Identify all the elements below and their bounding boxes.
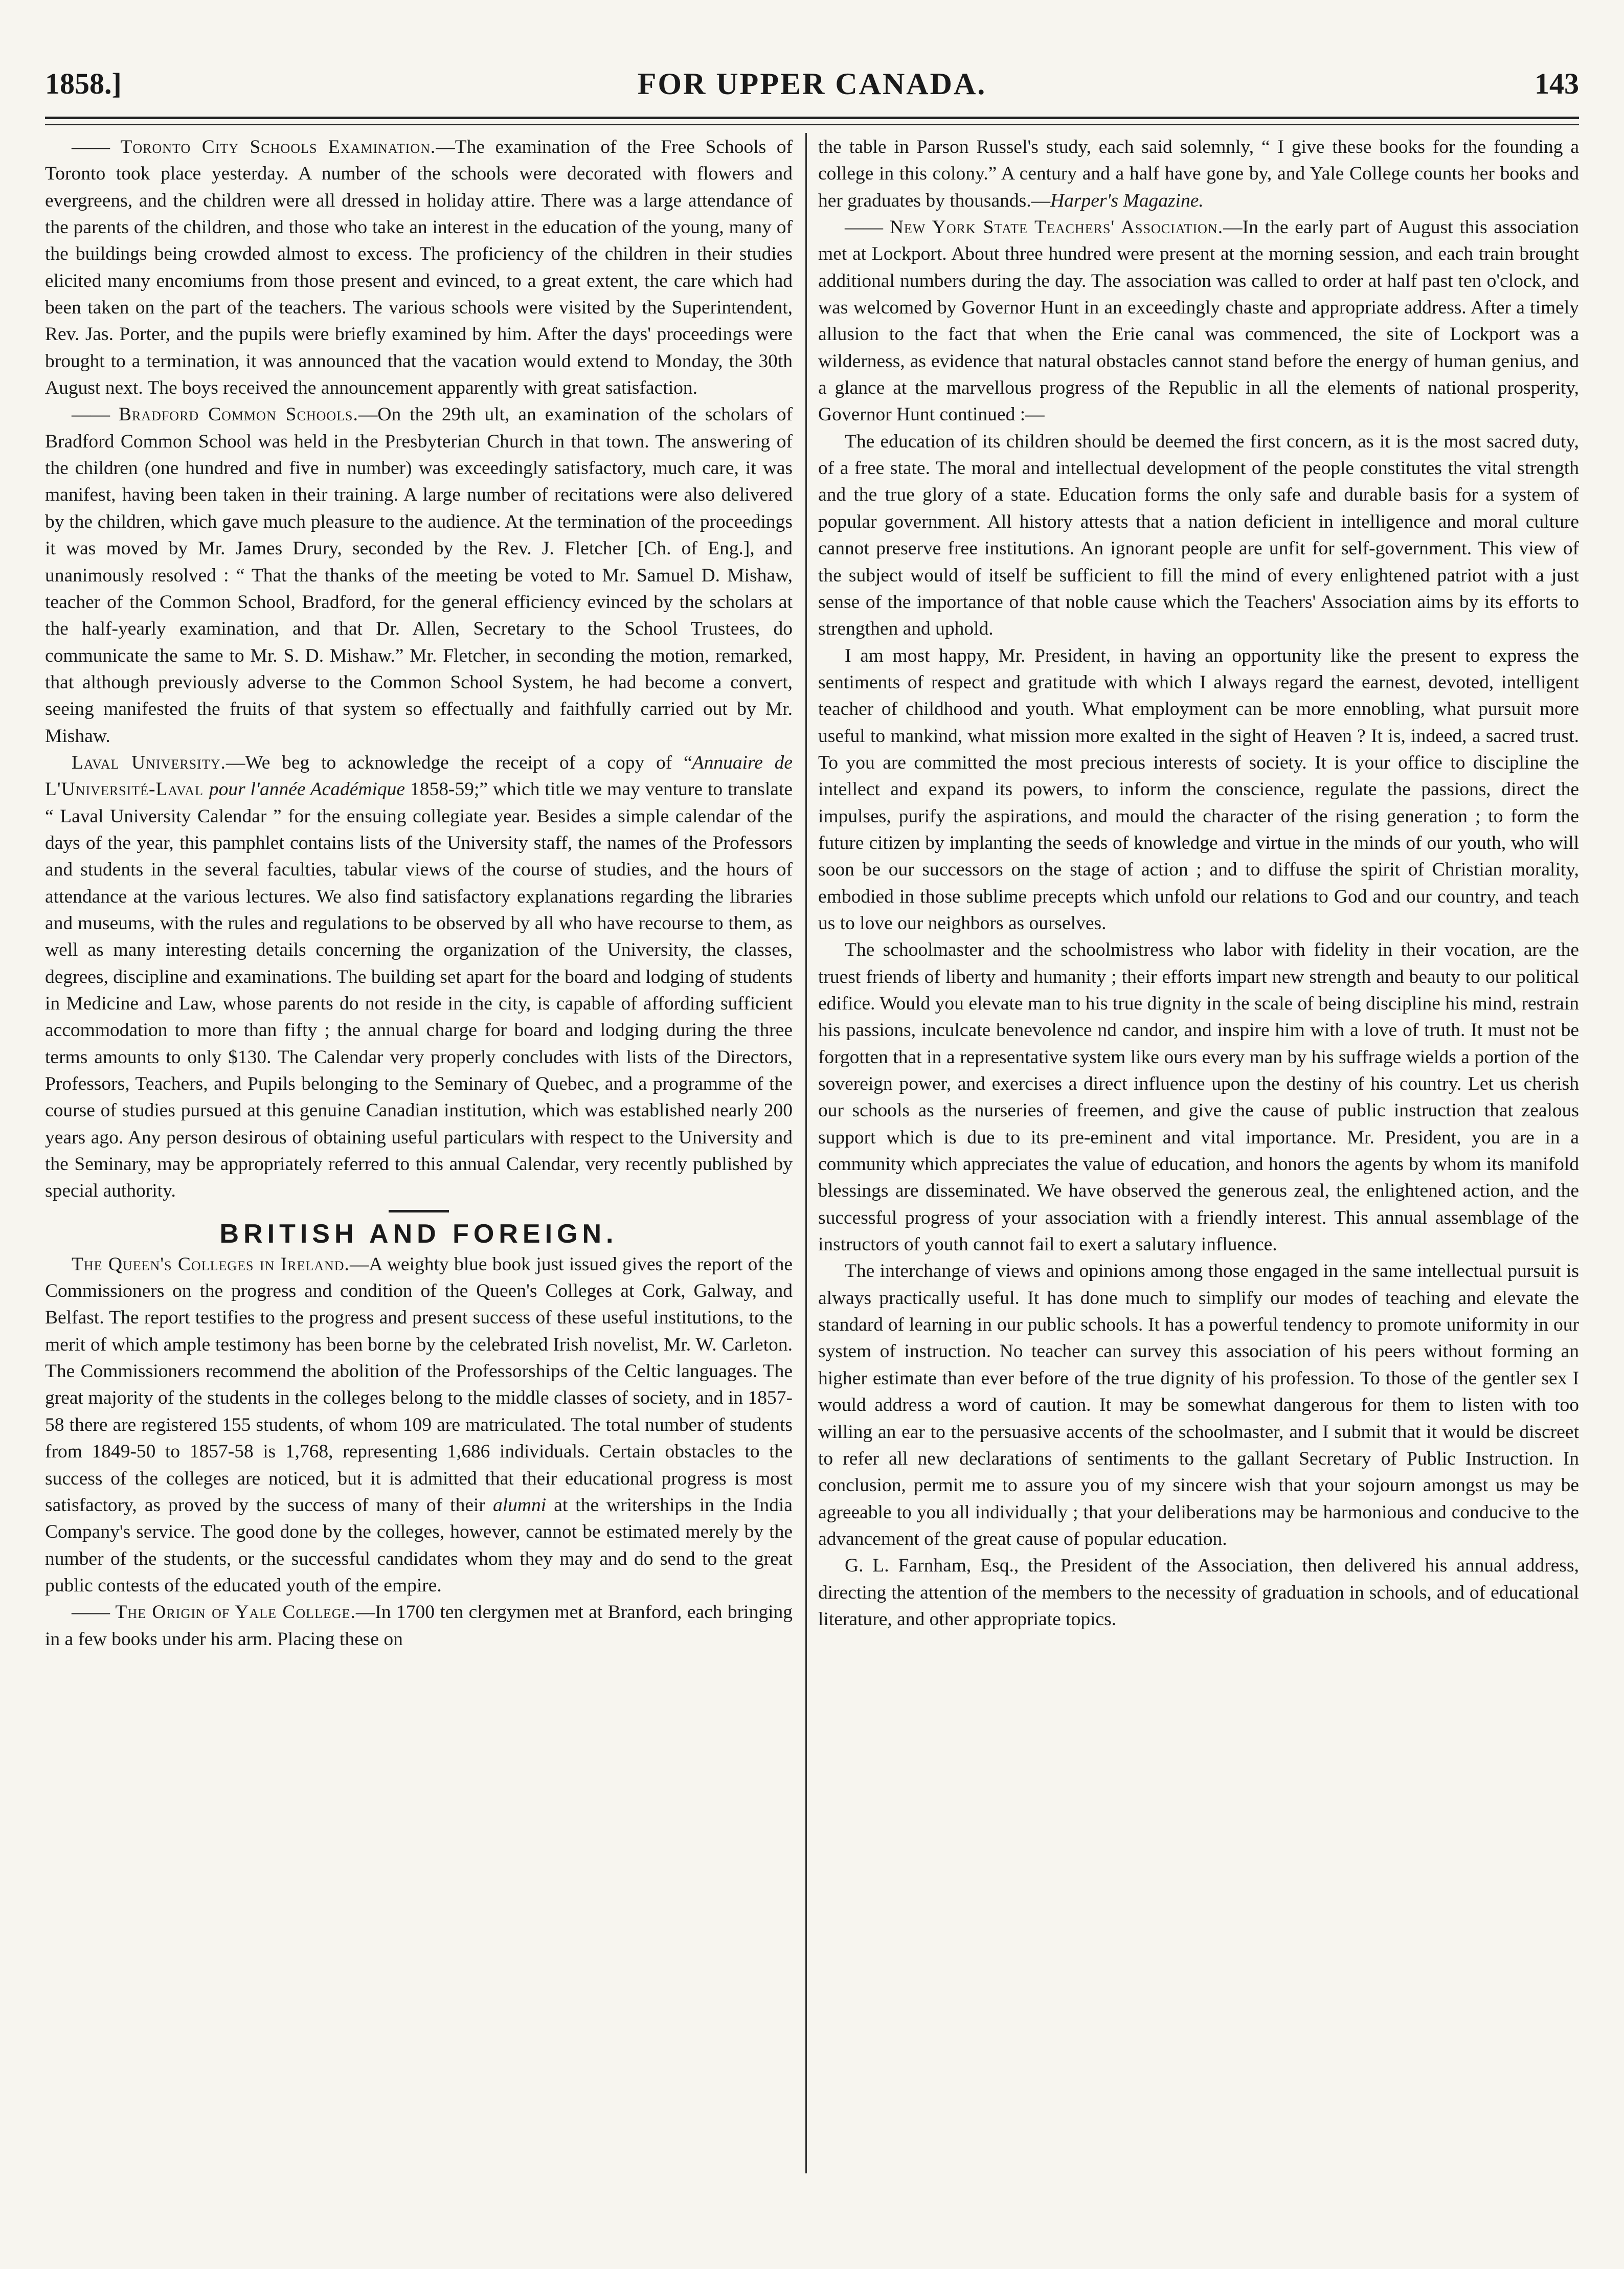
article-body: —In the early part of August this association met at Lockport. About three hundred were present at the morning session, and each train brought additional numbers during the day. The association was called to order at half past ten o'clock, and was welcomed by Governor Hunt in an exceedingly chaste and appropriate address. After a timely allusion to the fact that when the Erie canal was commenced, the site of Lockport was a wilderness, as evidence that natural obstacles cannot stand before the energy of human genius, and a glance at the marvellous progress of the Republic in all the elements of national prosperity, Governor Hunt continued :— xyxy=(818,217,1580,425)
article-heading: The Origin of Yale College. xyxy=(115,1602,356,1623)
article-ny-teachers xyxy=(818,214,1579,429)
header-rule-thick xyxy=(45,117,1579,119)
article-heading: The Queen's Colleges in Ireland. xyxy=(72,1253,350,1275)
header-year: 1858.] xyxy=(45,67,122,100)
running-header xyxy=(45,66,1579,113)
em-dash: —— xyxy=(72,404,119,425)
source-credit: Harper's Magazine. xyxy=(1050,190,1204,211)
article-heading: Bradford Common Schools. xyxy=(118,404,358,425)
book-title-plain: L'Université-Laval xyxy=(45,779,209,800)
speech-paragraph: The education of its children should be deemed the first concern, as it is the most sacred duty, of a free state. The moral and intellectual development of the people constitutes the vital strength and the true glory of a state. Education forms the only safe and durable basis for a system of popular government. All history attests that a nation deficient in intelligence and moral culture cannot preserve free institutions. An ignorant people are unfit for self-government. This view of the subject would of itself be sufficient to fill the mind of every enlightened patriot with a just sense of the importance of that noble cause which the Teachers' Association aims by its efforts to strengthen and uphold. xyxy=(818,431,1579,640)
article-body: —We beg to acknowledge the receipt of a copy of “ xyxy=(225,752,692,773)
column-divider xyxy=(805,133,807,2173)
article-body: —On the 29th ult, an examination of the scholars of Bradford Common School was held in the Presbyterian Church in that town. The answering of the children (one hundred and five in number) was exceedingly satisfactory, much care, it was manifest, having been taken in their training. A large number of recitations were also delivered by the children, which gave much pleasure to the audience. At the termination of the proceedings it was moved by Mr. James Drury, seconded by the Rev. J. Fletcher [Ch. of Eng.], and unanimously resolved : “ That the thanks of the meeting be voted to Mr. Samuel D. Mishaw, teacher of the Common School, Bradford, for the general efficiency evinced by the scholars at the half-yearly examination, and that Dr. Allen, Secretary to the School Trustees, do communicate the same to Mr. S. D. Mishaw.” Mr. Fletcher, in seconding the motion, remarked, that although previously adverse to the Common School System, he had become a convert, seeing manifested the fruits of that system so effectually and faithfully carried out by Mr. Mishaw. xyxy=(45,404,793,747)
article-body: —A weighty blue book just issued gives the report of the Commissioners on the progress and condition of the Queen's Colleges at Cork, Galway, and Belfast. The report testifies to the progress and present success of these useful institutions, to the merit of which ample testimony has been borne by the celebrated Irish novelist, Mr. W. Carleton. The Commissioners recommend the abolition of the Professorships of the Celtic languages. The great majority of the students in the colleges belong to the middle classes of society, and in 1857-58 there are registered 155 students, of whom 109 are matriculated. The total number of students from 1849-50 to 1857-58 is 1,768, representing 1,686 individuals. Certain obstacles to the success of the colleges are noticed, but it is admitted that their educational progress is most satisfactory, as proved by the success of many of their xyxy=(45,1253,793,1516)
em-dash: —— xyxy=(72,1602,116,1623)
article-toronto-schools xyxy=(45,134,793,401)
article-yale-continued xyxy=(818,134,1579,214)
article-laval-university xyxy=(45,750,793,1205)
article-body: at the writerships in the India Company's service. The good done by the colleges, however, cannot be estimated merely by the number of the students, or the successful candidates whom they may and do send to the great public contests of the educated youth of the empire. xyxy=(45,1494,793,1596)
right-column xyxy=(818,134,1579,1633)
section-divider-rule xyxy=(389,1210,449,1212)
article-bradford-schools xyxy=(45,401,793,749)
em-dash: —— xyxy=(72,137,121,158)
article-farnham: G. L. Farnham, Esq., the President of the Association, then delivered his annual address, directing the attention of the members to the necessity of graduation in schools, and of educational literature, and other appropriate topics. xyxy=(818,1555,1579,1630)
article-body: 1858-59;” which title we may venture to translate “ Laval University Calendar ” for the ensuing collegiate year. Besides a simple calendar of the days of the year, this pamphlet contains lists of the University staff, the names of the Professors and students in the several faculties, tabular views of the course of studies, and the hours of attendance at the various lectures. We also find satisfactory explanations regarding the libraries and museums, with the rules and regulations to be observed by all who have recourse to them, as well as many interesting details concerning the organization of the University, the classes, degrees, discipline and examinations. The building set apart for the board and lodging of students in Medicine and Law, whose parents do not reside in the city, is capable of affording sufficient accommodation to more than fifty ; the annual charge for board and lodging during the three terms amounts to only $130. The Calendar very properly concludes with lists of the Directors, Professors, Teachers, and Pupils belonging to the Seminary of Quebec, and a programme of the course of studies pursued at this genuine Canadian institution, which was established nearly 200 years ago. Any person desirous of obtaining useful particulars with respect to the University and the Seminary, may be appropriately referred to this annual Calendar, very recently published by special authority. xyxy=(45,779,793,1202)
em-dash: —— xyxy=(845,217,890,238)
speech-paragraph: The schoolmaster and the schoolmistress who labor with fidelity in their vocation, are the truest friends of liberty and humanity ; their efforts impart new strength and beauty to our political edifice. Would you elevate man to his true dignity in the scale of being discipline his mind, restrain his passions, inculcate benevolence nd candor, and inspire him with a love of truth. It must not be forgotten that in a representative system like ours every man by his suffrage wields a portion of the sovereign power, and exercises a direct influence upon the destiny of his country. Let us cherish our schools as the nurseries of freemen, and give the cause of public instruction that zealous support which is due to its pre-eminent and vital importance. Mr. President, you are in a community which appreciates the value of education, and honors the agents by whom its manifold blessings are disseminated. We have observed the generous zeal, the enlightened action, and the successful progress of your association with a friendly interest. This annual assemblage of the instructors of youth cannot fail to exert a salutary influence. xyxy=(818,939,1579,1255)
left-column xyxy=(45,134,793,1653)
header-rule-thin xyxy=(45,124,1579,125)
speech-paragraph: I am most happy, Mr. President, in having an opportunity like the present to express the sentiments of respect and gratitude with which I always regard the earnest, devoted, intelligent teacher of childhood and youth. What employment can be more ennobling, what pursuit more useful to mankind, what mission more exalted in the sight of Heaven ? It is, indeed, a sacred trust. To you are committed the most precious interests of society. It is your office to discipline the intellect and expand its powers, to inform the conscience, regulate the passions, direct the impulses, purify the aspirations, and mould the character of the rising generation ; to form the future citizen by implanting the seeds of knowledge and virtue in the minds of our youth, who will soon be our successors on the stage of action ; and to diffuse the spirit of Christian morality, embodied in those sublime precepts which unfold our relations to God and our country, and teach us to love our neighbors as ourselves. xyxy=(818,645,1579,934)
article-heading: New York State Teachers' Association. xyxy=(889,217,1224,238)
article-body: —The examination of the Free Schools of Toronto took place yesterday. A number of the schools were decorated with flowers and evergreens, and the children were all dressed in holiday attire. There was a large attendance of the parents of the children, and those who take an interest in the education of the young, many of the buildings being crowded almost to excess. The proficiency of the children in their studies elicited many encomiums from those present and evinced, to a great extent, the care which had been taken on the part of the teachers. The various schools were visited by the Superintendent, Rev. Jas. Porter, and the pupils were briefly examined by him. After the days' proceedings were brought to a termination, it was announced that the vacation would extend to Monday, the 30th August next. The boys received the announcement apparently with great satisfaction. xyxy=(45,137,793,399)
book-title-italic: Annuaire de xyxy=(692,752,793,773)
book-title-italic: pour l'année Académique xyxy=(209,779,405,800)
speech-paragraph: The interchange of views and opinions among those engaged in the same intellectual pursuit is always practically useful. It has done much to simplify our modes of teaching and elevate the standard of learning in our public schools. It has a powerful tendency to promote uniformity in our system of instruction. No teacher can survey this association of his peers without forming an higher estimate than ever before of the true dignity of his profession. To those of the gentler sex I would address a word of caution. It may be somewhat dangerous for them to listen with too willing an ear to the persuasive accents of the schoolmaster, and I submit that it would be discreet to refer all new declarations of sentiments to the gallant Secretary of Public Instruction. In conclusion, permit me to assure you of my sincere wish that your sojourn amongst us may be agreeable to you all individually ; that your deliberations may be harmonious and conducive to the advancement of the great cause of popular education. xyxy=(818,1261,1579,1549)
article-queens-colleges xyxy=(45,1251,793,1599)
header-title: FOR UPPER CANADA. xyxy=(637,67,987,101)
article-body: the table in Parson Russel's study, each said solemnly, “ I give these books for the founding a college in this colony.” A century and a half have gone by, and Yale College counts her books and her graduates by thousands.— xyxy=(818,137,1579,211)
section-title: BRITISH AND FOREIGN. xyxy=(219,1219,618,1249)
article-body: —In 1700 ten clergymen met at Branford, each bringing in a few books under his arm. Placing these on xyxy=(45,1602,793,1650)
article-yale-origin xyxy=(45,1599,793,1653)
page-number: 143 xyxy=(1535,67,1579,100)
article-heading: Laval University. xyxy=(72,752,226,773)
article-heading: Toronto City Schools Examination. xyxy=(120,137,436,158)
italic-word: alumni xyxy=(492,1494,547,1516)
